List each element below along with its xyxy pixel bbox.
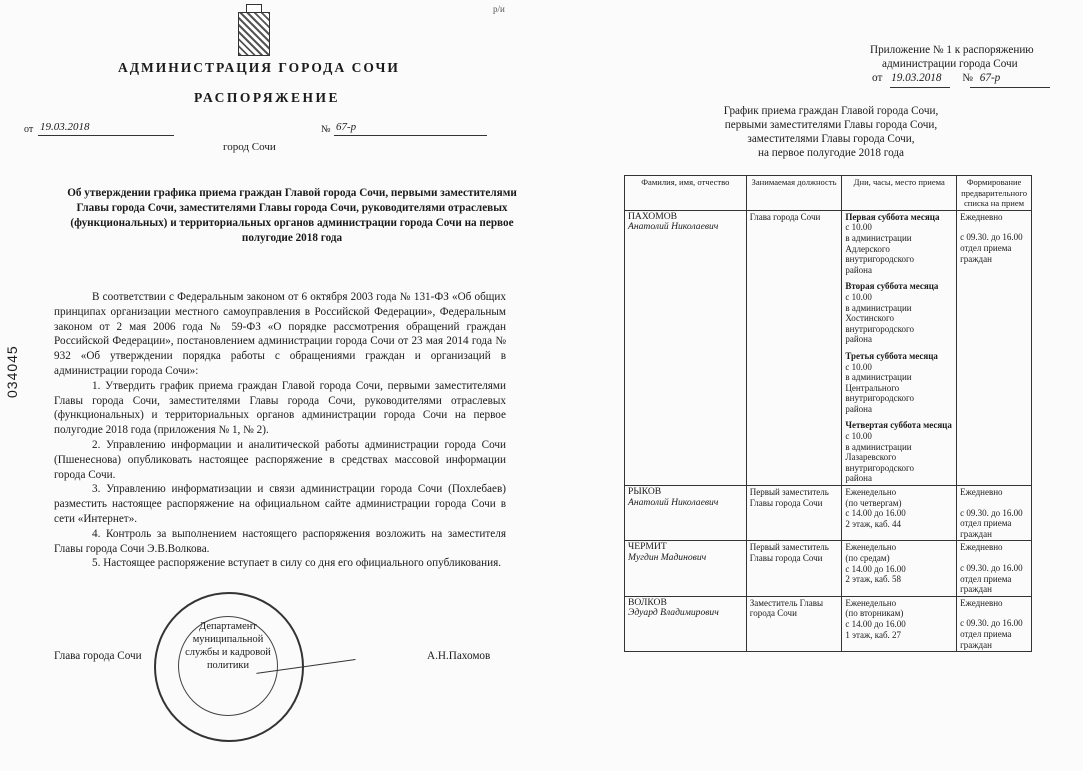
official-position: Первый заместитель Главы города Сочи (746, 541, 842, 596)
official-surname: РЫКОВ (628, 486, 662, 498)
appendix-number: 67-р (979, 72, 1001, 84)
reception-schedule: Еженедельно (по вторникам) с 14.00 до 16.00 1 этаж, каб. 27 (842, 596, 957, 651)
official-position: Заместитель Главы города Сочи (746, 596, 842, 651)
official-position: Глава города Сочи (746, 210, 842, 485)
table-row (625, 486, 1032, 541)
reception-schedule: Еженедельно (по четвергам) с 14.00 до 16.00 2 этаж, каб. 44 (842, 486, 957, 541)
column-header: Формирование предварительного списка на прием (957, 176, 1032, 211)
body-paragraph: 3. Управлению информатизации и связи администрации города Сочи (Похлебаев) разместить настоящее распоряжение на официальном сайте администрации города Сочи в сети «Интернет». (54, 483, 506, 525)
official-given-name: Анатолий Николаевич (628, 221, 719, 233)
table-row (625, 596, 1032, 651)
stamp-text: Департамент муниципальной службы и кадровой политики (185, 621, 271, 671)
signature-name: А.Н.Пахомов (427, 650, 491, 662)
number-label: № (321, 124, 331, 135)
city-emblem (238, 12, 270, 56)
schedule-block: Первая суббота месяца с 10.00 в администрации Адлерского внутригородского района (845, 211, 940, 275)
number-underline (334, 135, 487, 136)
preliminary-list: Ежедневно с 09.30. до 16.00 отдел приема граждан (957, 541, 1032, 596)
document-number: 67-р (336, 121, 357, 133)
schedule-block: Вторая суббота месяца с 10.00 в администрации Хостинского внутригородского района (845, 281, 939, 345)
official-surname: ЧЕРМИТ (628, 541, 667, 553)
official-given-name: Мугдин Мадинович (628, 552, 707, 563)
body-paragraph: 1. Утвердить график приема граждан Главой города Сочи, первыми заместителями Главы города Сочи, заместителями Главы города Сочи, руководителями отраслевых (функциональных) и территориальных органов администрации города Сочи на первое полугодие 2018 года (приложения № 1, № 2). (54, 379, 506, 437)
signature-title: Глава города Сочи (54, 650, 142, 662)
official-given-name: Эдуард Владимирович (628, 607, 719, 619)
body-paragraph: 5. Настоящее распоряжение вступает в силу со дня его официального опубликования. (92, 557, 502, 570)
schedule-title: График приема граждан Главой города Сочи, первыми заместителями Главы города Сочи, заместителями Главы города Сочи, на первое полугодие 2018 года (723, 105, 939, 159)
body-paragraph: 4. Контроль за выполнением настоящего распоряжения возложить на заместителя Главы города Сочи Э.В.Волкова. (54, 527, 506, 555)
date-label: от (24, 124, 34, 135)
schedule-block: Четвертая суббота месяца с 10.00 в администрации Лазаревского внутригородского района (845, 420, 952, 484)
table-header-row (625, 176, 1032, 211)
official-surname: ВОЛКОВ (628, 596, 667, 608)
schedule-block: Третья суббота месяца с 10.00 в администрации Центрального внутригородского района (845, 350, 938, 414)
official-given-name: Анатолий Николаевич (628, 496, 719, 508)
document-serial-number: 034045 (4, 345, 20, 398)
document-subject: Об утверждении графика приема граждан Главой города Сочи, первыми заместителями Главы города Сочи, заместителями Главы города Сочи, руководителями отраслевых (функциональных) и территориальных органов администрации города Сочи на первое полугодие 2018 года (67, 187, 517, 244)
city-name: город Сочи (223, 141, 276, 153)
reception-schedule: Еженедельно (по средам) с 14.00 до 16.00 2 этаж, каб. 58 (842, 541, 957, 596)
document-body (54, 290, 506, 571)
column-header: Дни, часы, место приема (842, 176, 957, 211)
body-paragraph: 2. Управлению информации и аналитической работы администрации города Сочи (Пшенеснова) опубликовать настоящее распоряжение в средствах массовой информации города Сочи. (54, 438, 506, 481)
table-row (625, 210, 1032, 485)
document-type: РАСПОРЯЖЕНИЕ (194, 90, 341, 105)
date-underline (38, 135, 174, 136)
preliminary-list: Ежедневно с 09.30. до 16.00 отдел приема граждан (957, 486, 1032, 541)
reception-schedule (842, 210, 957, 485)
column-header: Занимаемая должность (746, 176, 842, 211)
column-header: Фамилия, имя, отчество (625, 176, 747, 211)
corner-mark: р/и (493, 4, 505, 14)
appendix-date: 19.03.2018 (891, 72, 942, 84)
body-paragraph: В соответствии с Федеральным законом от 6 октября 2003 года № 131-ФЗ «Об общих принципах организации местного самоуправления в Российской Федерации», Федеральным законом от 2 мая 2006 года № 59-ФЗ «О порядке рассмотрения обращений граждан Российской Федерации», постановлением администрации города Сочи от 23 мая 2014 года № 932 «Об утверждении порядка работы с обращениями граждан и организаций в администрации города Сочи»: (54, 291, 506, 377)
official-surname: ПАХОМОВ (628, 210, 678, 222)
administration-title: АДМИНИСТРАЦИЯ ГОРОДА СОЧИ (118, 60, 400, 75)
official-position: Первый заместитель Главы города Сочи (746, 486, 842, 541)
table-row (625, 541, 1032, 596)
reception-schedule-table (624, 175, 1032, 652)
document-date: 19.03.2018 (40, 121, 90, 133)
preliminary-list: Ежедневно с 09.30. до 16.00 отдел приема граждан (957, 210, 1032, 485)
appendix-number-underline (970, 87, 1050, 88)
appendix-date-underline (890, 87, 950, 88)
appendix-header: Приложение № 1 к распоряжению администрации города Сочи от 19.03.2018 № 67-р (870, 44, 1034, 84)
preliminary-list: Ежедневно с 09.30. до 16.00 отдел приема граждан (957, 596, 1032, 651)
